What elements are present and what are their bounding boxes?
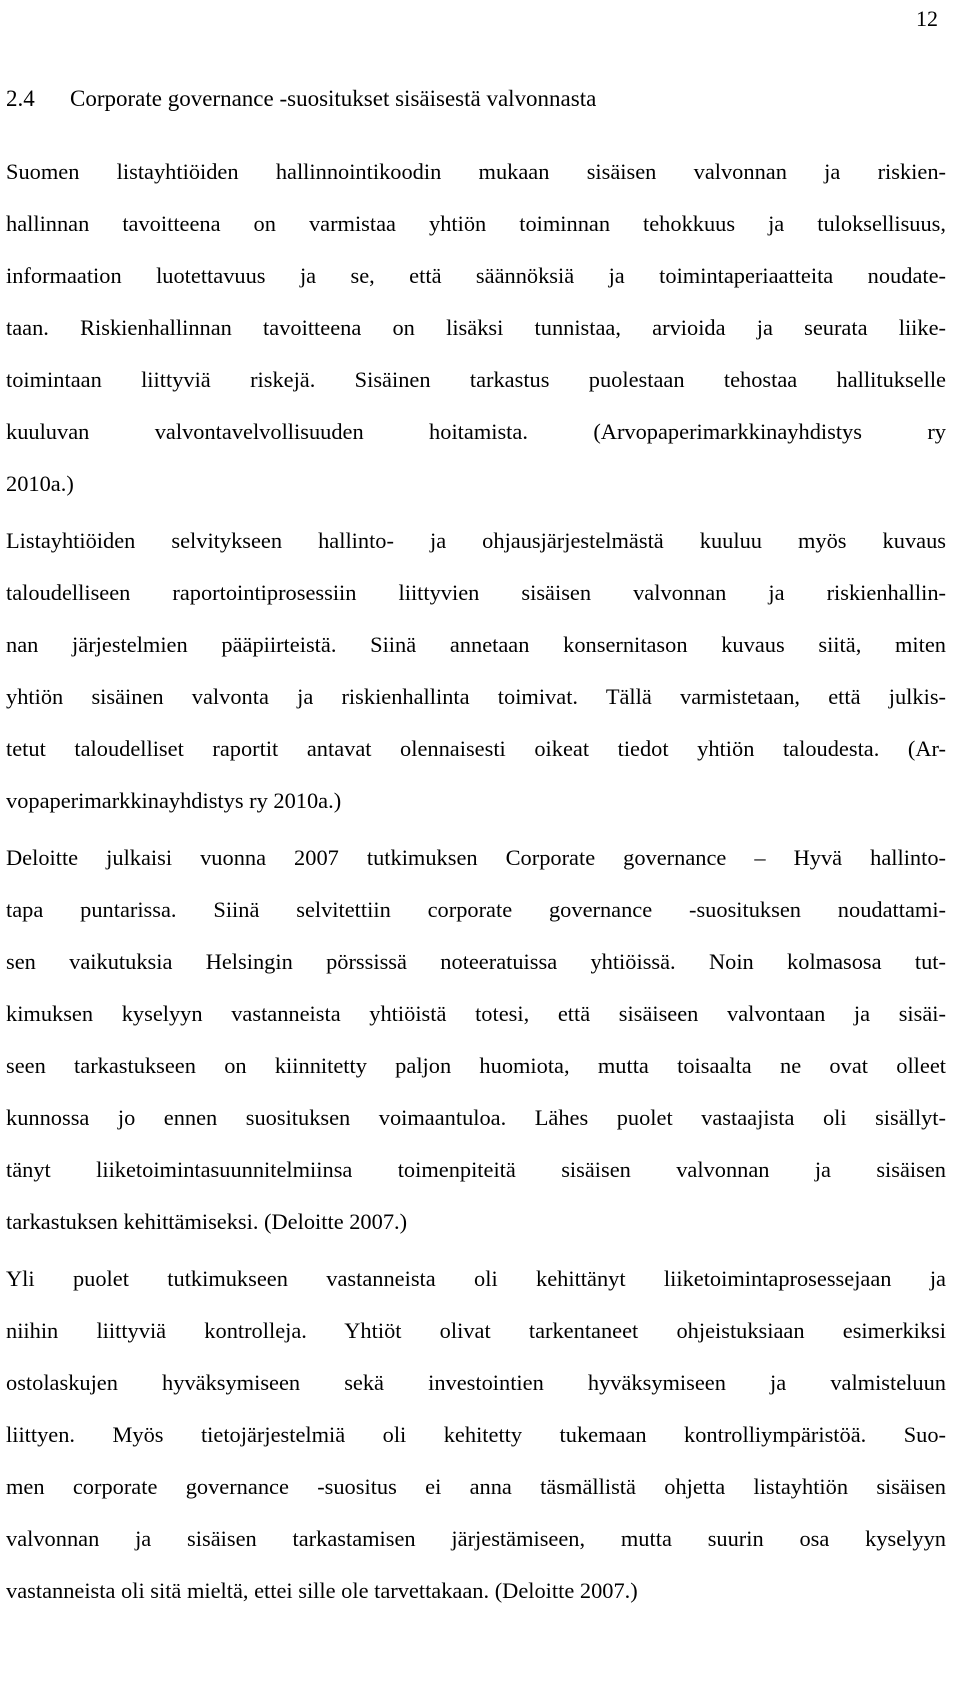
text-line: tarkastuksen kehittämiseksi. (Deloitte 2007.) [6,1209,408,1234]
text-line: Suomen listayhtiöiden hallinnointikoodin mukaan sisäisen valvonnan ja riskien- [6,159,946,184]
paragraph-3 [6,832,946,1248]
paragraph-4 [6,1253,946,1617]
text-line: ostolaskujen hyväksymiseen sekä investointien hyväksymiseen ja valmisteluun [6,1370,946,1395]
text-line: nan järjestelmien pääpiirteistä. Siinä annetaan konsernitason kuvaus siitä, miten [6,632,946,657]
text-line: men corporate governance -suositus ei anna täsmällistä ohjetta listayhtiön sisäisen [6,1474,946,1499]
text-line: tapa puntarissa. Siinä selvitettiin corporate governance -suosituksen noudattami- [6,897,946,922]
paragraph-1 [6,146,946,510]
text-line: yhtiön sisäinen valvonta ja riskienhallinta toimivat. Tällä varmistetaan, että julkis- [6,684,946,709]
text-line: toimintaan liittyviä riskejä. Sisäinen tarkastus puolestaan tehostaa hallitukselle [6,367,946,392]
text-line: kimuksen kyselyyn vastanneista yhtiöistä totesi, että sisäiseen valvontaan ja sisäi- [6,1001,946,1026]
text-line: Deloitte julkaisi vuonna 2007 tutkimuksen Corporate governance – Hyvä hallinto- [6,845,946,870]
section-title: Corporate governance -suositukset sisäisestä valvonnasta [70,86,597,111]
text-line: vastanneista oli sitä mieltä, ettei sille ole tarvettakaan. (Deloitte 2007.) [6,1578,638,1603]
text-line: sen vaikutuksia Helsingin pörssissä noteeratuissa yhtiöissä. Noin kolmasosa tut- [6,949,946,974]
text-line: kunnossa jo ennen suosituksen voimaantuloa. Lähes puolet vastaajista oli sisällyt- [6,1105,946,1130]
text-line: liittyen. Myös tietojärjestelmiä oli kehitetty tukemaan kontrolliympäristöä. Suo- [6,1422,946,1447]
text-line: informaation luotettavuus ja se, että säännöksiä ja toimintaperiaatteita noudate- [6,263,946,288]
section-number: 2.4 [6,86,35,111]
section-heading [6,84,596,114]
text-line: seen tarkastukseen on kiinnitetty paljon huomiota, mutta toisaalta ne ovat olleet [6,1053,946,1078]
paragraph-2 [6,515,946,827]
text-line: taan. Riskienhallinnan tavoitteena on lisäksi tunnistaa, arvioida ja seurata liike- [6,315,946,340]
text-line: Listayhtiöiden selvitykseen hallinto- ja ohjausjärjestelmästä kuuluu myös kuvaus [6,528,946,553]
text-line: 2010a.) [6,471,74,496]
text-line: taloudelliseen raportointiprosessiin liittyvien sisäisen valvonnan ja riskienhallin- [6,580,946,605]
page-number: 12 [916,6,938,31]
text-line: niihin liittyviä kontrolleja. Yhtiöt olivat tarkentaneet ohjeistuksiaan esimerkiksi [6,1318,946,1343]
text-line: vopaperimarkkinayhdistys ry 2010a.) [6,788,342,813]
text-line: hallinnan tavoitteena on varmistaa yhtiön toiminnan tehokkuus ja tuloksellisuus, [6,211,946,236]
text-line: tetut taloudelliset raportit antavat olennaisesti oikeat tiedot yhtiön taloudesta. (Ar- [6,736,946,761]
text-line: tänyt liiketoimintasuunnitelmiinsa toimenpiteitä sisäisen valvonnan ja sisäisen [6,1157,946,1182]
text-line: kuuluvan valvontavelvollisuuden hoitamista. (Arvopaperimarkkinayhdistys ry [6,419,946,444]
text-line: Yli puolet tutkimukseen vastanneista oli kehittänyt liiketoimintaprosessejaan ja [6,1266,946,1291]
text-line: valvonnan ja sisäisen tarkastamisen järjestämiseen, mutta suurin osa kyselyyn [6,1526,946,1551]
